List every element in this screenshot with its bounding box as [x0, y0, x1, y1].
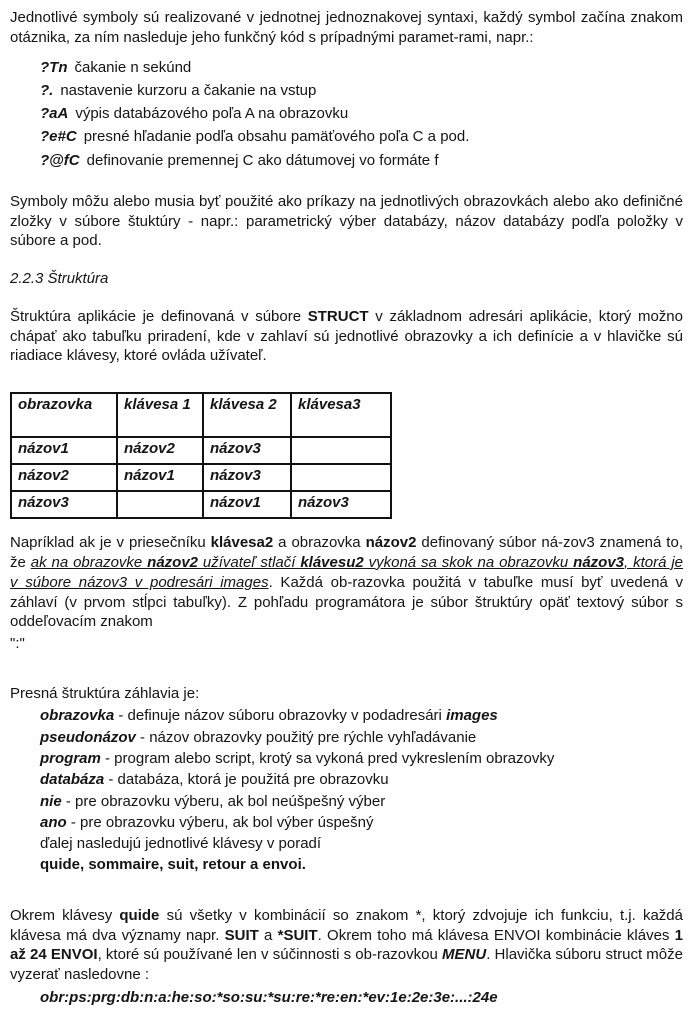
text-segment: images — [446, 707, 498, 725]
table-cell: názov3 — [203, 464, 291, 491]
table-header-row — [11, 393, 391, 437]
text-segment: vykoná sa skok na obrazovku — [363, 553, 574, 571]
header-structure-item — [40, 791, 683, 812]
text-segment: sú všetky v kombinácií so znakom *, ktorý zdvojuje ich funkciu, t.j. každá klávesa má dva významy napr. — [10, 906, 683, 944]
text-segment: ďalej nasledujú jednotlivé klávesy v poradí — [40, 835, 322, 853]
header-structure-list — [40, 705, 683, 875]
text-segment: v základnom adresári aplikácie, ktorý možno chápať ako tabuľku priradení, kde v zahlaví sú jednotlivé obrazovky a ich definície a v hlavičke sú riadiace klávesy, ktoré ovláda užívateľ. — [10, 307, 683, 365]
text-segment: - program alebo script, krotý sa vykoná pred vykreslením obrazovky — [100, 750, 555, 767]
symbol-list-item — [40, 149, 683, 172]
paragraph-example — [10, 533, 683, 632]
table-cell — [291, 437, 391, 464]
paragraph-usage: Symboly môžu alebo musia byť použité ako príkazy na jednotlivých obrazovkách alebo ako definičné zložky v súbore štuktúry - napr.: parametrický výber databázy, názov databázy podľa položky v súbore a pod. — [10, 192, 683, 250]
paragraph-header-intro: Presná štruktúra záhlavia je: — [10, 684, 200, 702]
text-segment: databáza — [40, 771, 105, 789]
table-cell: názov1 — [203, 491, 291, 518]
table-header-cell: obrazovka — [11, 393, 117, 437]
header-structure-item — [40, 854, 683, 875]
symbol-list-item — [40, 79, 683, 102]
text-segment: quide, sommaire, suit, retour a envoi. — [40, 856, 306, 874]
symbol-list-item — [40, 56, 683, 79]
struct-example-line: obr:ps:prg:db:n:a:he:so:*so:su:*su:re:*re:en:*ev:1e:2e:3e:...:24e — [40, 988, 498, 1006]
text-segment: - databáza, ktorá je použitá pre obrazovku — [104, 771, 389, 789]
text-segment: užívateľ stlačí — [198, 553, 301, 571]
text-segment: program — [40, 750, 101, 767]
table-header-cell: klávesa 1 — [117, 393, 203, 437]
header-structure-item — [40, 769, 683, 790]
header-structure-item — [40, 705, 683, 726]
text-segment: - pre obrazovku výberu, ak bol neúšpešný výber — [61, 792, 386, 810]
text-segment: , ktorá je v súbore názov3 v podresári images — [10, 553, 684, 591]
text-segment: Okrem klávesy — [10, 906, 120, 924]
text-segment: klávesu2 — [300, 553, 364, 571]
text-segment: pseudonázov — [40, 728, 136, 746]
paragraph-structure — [10, 307, 683, 366]
table-cell: názov3 — [291, 491, 391, 518]
table-cell: názov3 — [203, 437, 291, 464]
text-segment: . Hlavička súboru struct môže vyzerať nasledovne : — [10, 946, 683, 984]
separator-char-line: ":" — [10, 635, 25, 653]
symbol-desc: presné hľadanie podľa obsahu pamäťového poľa C a pod. — [83, 128, 470, 146]
section-heading: 2.2.3 Štruktúra — [10, 270, 109, 288]
table-cell: názov2 — [11, 464, 117, 491]
symbol-code: ?Tn — [40, 58, 68, 76]
table-cell — [291, 464, 391, 491]
symbol-desc: nastavenie kurzoru a čakanie na vstup — [60, 81, 317, 99]
text-segment: MENU — [442, 946, 487, 964]
symbol-desc: definovanie premennej C ako dátumovej vo formáte f — [86, 151, 439, 169]
table-cell: názov2 — [117, 437, 203, 464]
table-row — [11, 491, 391, 518]
table-header-cell: klávesa 2 — [203, 393, 291, 437]
text-segment: - pre obrazovku výberu, ak bol výber úspešný — [66, 813, 374, 831]
text-segment: Štruktúra aplikácie je definovaná v súbore — [10, 307, 308, 325]
symbol-code: ?aA — [40, 105, 69, 123]
text-segment: quide — [119, 906, 160, 924]
symbol-list-item — [40, 102, 683, 125]
symbol-list-item — [40, 125, 683, 148]
text-segment: Napríklad ak je v priesečníku — [10, 534, 211, 552]
header-structure-item — [40, 833, 683, 854]
header-structure-item — [40, 727, 683, 748]
text-segment: SUIT — [224, 926, 259, 944]
table-row — [11, 464, 391, 491]
symbol-desc: čakanie n sekúnd — [74, 58, 192, 76]
header-structure-item — [40, 812, 683, 833]
text-segment: 1 až 24 ENVOI — [10, 926, 683, 964]
text-segment: názov3 — [573, 553, 625, 571]
symbol-code: ?e#C — [40, 128, 77, 146]
text-segment: *SUIT — [277, 926, 318, 944]
text-segment: názov2 — [147, 553, 199, 571]
symbol-code: ?. — [40, 81, 54, 99]
table-header-cell: klávesa3 — [291, 393, 391, 437]
text-segment: . Každá ob-razovka použitá v tabuľke musí byť uvedená v záhlaví (v prvom stĺpci tabuľky). Z pohľadu programátora je súbor štruktúry opäť textový súbor s oddeľovacím znakom — [10, 573, 683, 631]
text-segment: - názov obrazovky použitý pre rýchle vyhľadávanie — [135, 728, 477, 746]
paragraph-intro: Jednotlivé symboly sú realizované v jednotnej jednoznakovej syntaxi, každý symbol začína znakom otáznika, za ním nasleduje jeho funkčný kód s prípadnými paramet-rami, napr.: — [10, 9, 683, 46]
text-segment: STRUCT — [307, 307, 369, 325]
text-segment: a — [258, 926, 278, 944]
table-cell — [117, 491, 203, 518]
table-cell: názov3 — [11, 491, 117, 518]
text-segment: klávesa2 — [210, 534, 274, 552]
text-segment: názov2 — [365, 534, 417, 552]
symbol-code: ?@fC — [40, 151, 80, 169]
header-structure-item — [40, 748, 683, 769]
text-segment: nie — [40, 792, 62, 810]
text-segment: ano — [40, 813, 67, 831]
text-segment: , ktoré sú používané len v súčinnosti s ob-razovkou — [97, 946, 443, 964]
text-segment: a obrazovka — [273, 534, 366, 552]
text-segment: ak na obrazovke — [30, 553, 148, 571]
table-cell: názov1 — [117, 464, 203, 491]
text-segment: . Okrem toho má klávesa ENVOI kombinácie kláves — [317, 926, 675, 944]
table-row — [11, 437, 391, 464]
table-cell: názov1 — [11, 437, 117, 464]
text-segment: - definuje názov súboru obrazovky v podadresári — [114, 707, 447, 725]
text-segment: definovaný súbor ná-zov3 znamená to, že — [10, 534, 683, 571]
symbol-list — [40, 56, 683, 172]
struct-table — [10, 392, 392, 519]
paragraph-keys — [10, 906, 683, 985]
text-segment: obrazovka — [40, 707, 115, 725]
symbol-desc: výpis databázového poľa A na obrazovku — [75, 105, 349, 123]
